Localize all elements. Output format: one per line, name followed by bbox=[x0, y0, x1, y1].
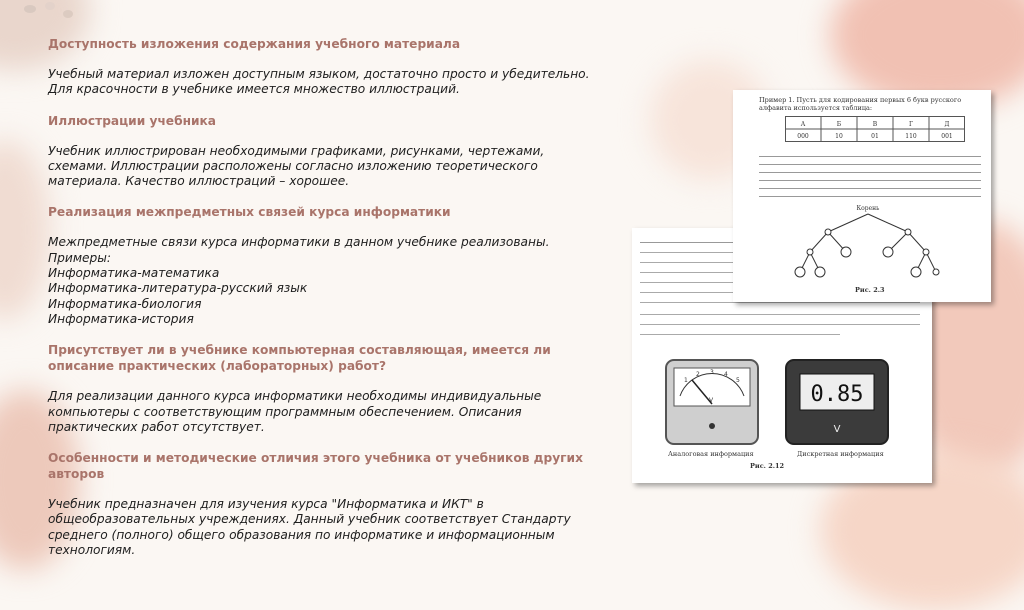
example-text: алфавита используется таблица: bbox=[759, 104, 873, 112]
section-heading: Доступность изложения содержания учебного материала bbox=[48, 37, 461, 51]
code-table bbox=[785, 116, 965, 142]
scale-label: 4 bbox=[724, 371, 728, 378]
table-cell: А bbox=[800, 121, 806, 128]
section-text: Для красочности в учебнике имеется множество иллюстраций. bbox=[48, 82, 460, 97]
digital-caption: Дискретная информация bbox=[797, 450, 884, 458]
decor-dots bbox=[0, 0, 90, 30]
table-cell: Г bbox=[909, 121, 913, 128]
digital-voltmeter bbox=[782, 356, 892, 448]
section-text: Учебник предназначен для изучения курса "Информатика и ИКТ" в bbox=[48, 497, 484, 512]
textbook-page-tree bbox=[733, 90, 991, 302]
section-text: Информатика-биология bbox=[48, 296, 202, 311]
decor-blob bbox=[0, 140, 50, 320]
section-text: Учебник иллюстрирован необходимыми графиками, рисунками, чертежами, bbox=[48, 143, 545, 158]
scale-label: 2 bbox=[696, 371, 700, 378]
table-cell: Б bbox=[836, 121, 842, 128]
scale-label: 5 bbox=[736, 377, 740, 384]
tree-root: Корень bbox=[856, 205, 880, 212]
section-heading: Иллюстрации учебника bbox=[48, 113, 217, 128]
section-text: компьютеры с соответствующим программным обеспечением. Описания bbox=[48, 404, 522, 419]
scale-label: 1 bbox=[684, 377, 688, 384]
table-cell: 10 bbox=[835, 133, 843, 140]
analog-caption: Аналоговая информация bbox=[668, 450, 754, 458]
section-heading: Особенности и методические отличия этого учебника от учебников других авторов bbox=[48, 451, 583, 482]
unit-label: V bbox=[709, 397, 714, 404]
section-text: Информатика-история bbox=[48, 311, 194, 326]
table-cell: 001 bbox=[941, 133, 953, 140]
section-heading: Присутствует ли в учебнике компьютерная составляющая, имеется ли описание практических (лабораторных) работ? bbox=[48, 343, 551, 374]
section-text: Учебный материал изложен доступным языком, достаточно просто и убедительно. bbox=[48, 67, 590, 81]
section-text: Информатика-математика bbox=[48, 266, 220, 281]
section-text: схемами. Иллюстрации расположены согласно изложению теоретического bbox=[48, 158, 538, 173]
table-cell: 000 bbox=[797, 133, 809, 140]
scale-label: 3 bbox=[710, 369, 714, 376]
unit-label: V bbox=[833, 424, 841, 435]
section-text: среднего (полного) общего образования по информатике и информационным bbox=[48, 527, 555, 542]
analog-voltmeter bbox=[662, 356, 762, 448]
table-cell: Д bbox=[944, 121, 950, 128]
section-text: практических работ отсутствует. bbox=[48, 419, 265, 434]
section-text: материала. Качество иллюстраций – хорошее. bbox=[48, 174, 350, 189]
section-text: общеобразовательных учреждениях. Данный учебник соответствует Стандарту bbox=[48, 512, 571, 527]
section-text: Межпредметные связи курса информатики в данном учебнике реализованы. bbox=[48, 235, 550, 250]
figure-caption: Рис. 2.3 bbox=[855, 286, 885, 294]
figure-caption: Рис. 2.12 bbox=[750, 462, 785, 470]
code-tree bbox=[788, 202, 948, 287]
section-text: технологиям. bbox=[48, 543, 136, 558]
example-text: Пример 1. Пусть для кодирования первых 6 букв русского bbox=[759, 96, 962, 104]
table-cell: В bbox=[872, 121, 878, 128]
section-heading: Реализация межпредметных связей курса информатики bbox=[48, 205, 451, 220]
display-value: 0.85 bbox=[810, 382, 864, 407]
section-text: Примеры: bbox=[48, 250, 111, 265]
table-cell: 01 bbox=[871, 133, 879, 140]
table-cell: 110 bbox=[905, 133, 917, 140]
section-text: Информатика-литература-русский язык bbox=[48, 281, 308, 296]
content-area bbox=[48, 36, 623, 558]
section-text: Для реализации данного курса информатики необходимы индивидуальные bbox=[48, 389, 542, 404]
